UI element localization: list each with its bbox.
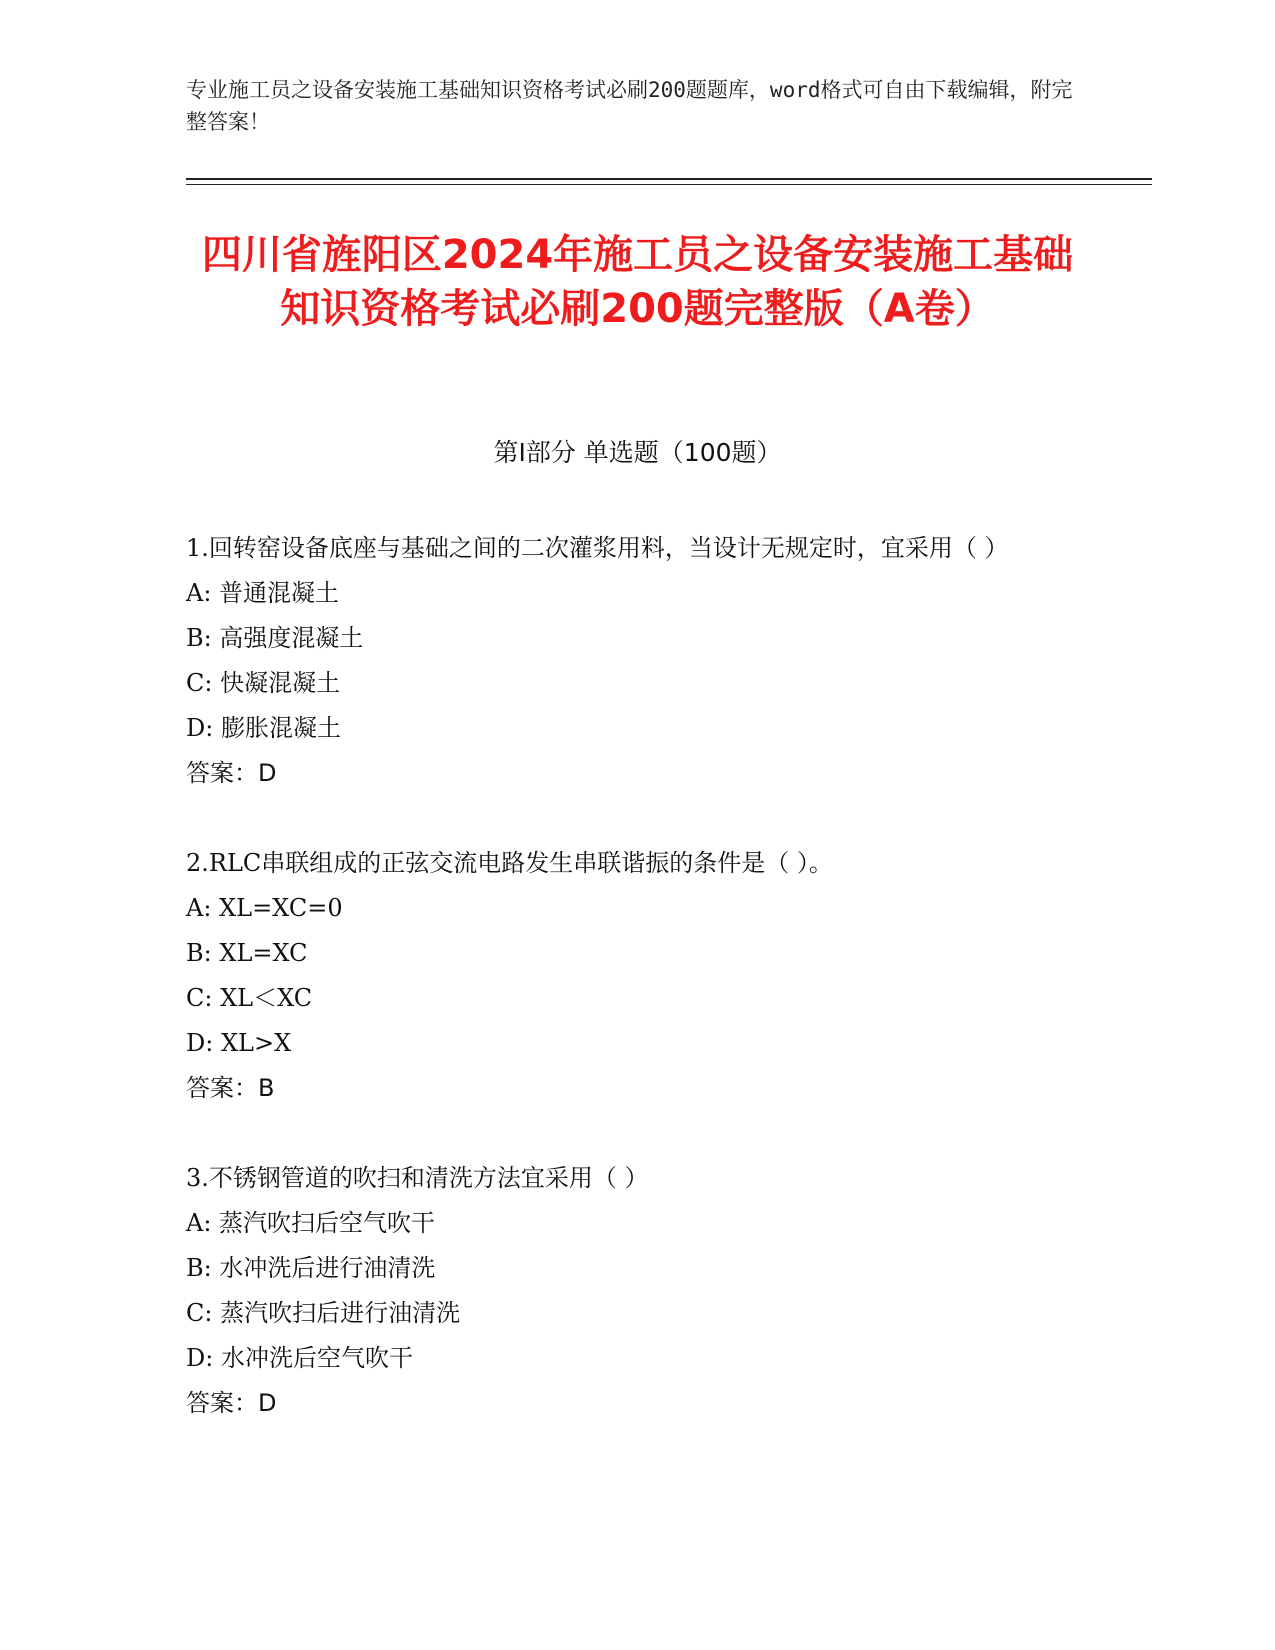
option-d: D: 膨胀混凝土 — [186, 714, 341, 742]
question-list — [186, 526, 1066, 1471]
option-a: A: 蒸汽吹扫后空气吹干 — [186, 1209, 436, 1237]
section-heading: 第I部分 单选题（100题） — [493, 438, 782, 467]
question-1 — [186, 526, 1066, 796]
option-d: D: 水冲洗后空气吹干 — [186, 1344, 413, 1372]
header-note: 专业施工员之设备安装施工基础知识资格考试必刷200题题库，word格式可自由下载编辑，附完整答案！ — [186, 78, 1073, 134]
question-2 — [186, 841, 1066, 1111]
option-a: A: XL=XC=0 — [186, 894, 343, 922]
option-d: D: XL>X — [186, 1029, 292, 1057]
option-c: C: XL＜XC — [186, 984, 313, 1012]
header-rule-thick — [186, 178, 1152, 180]
question-3 — [186, 1156, 1066, 1426]
question-stem: 1.回转窑设备底座与基础之间的二次灌浆用料，当设计无规定时，宜采用（ ） — [186, 534, 1009, 562]
option-c: C: 快凝混凝土 — [186, 669, 341, 697]
answer-line: 答案：D — [186, 759, 277, 787]
header-rule-thin — [186, 184, 1152, 185]
answer-line: 答案：B — [186, 1074, 275, 1102]
question-stem: 3.不锈钢管道的吹扫和清洗方法宜采用（ ） — [186, 1164, 649, 1192]
document-title: 四川省旌阳区2024年施工员之设备安装施工基础知识资格考试必刷200题完整版（A卷） — [201, 232, 1074, 332]
option-b: B: 水冲洗后进行油清洗 — [186, 1254, 436, 1282]
option-a: A: 普通混凝土 — [186, 579, 340, 607]
option-c: C: 蒸汽吹扫后进行油清洗 — [186, 1299, 461, 1327]
option-b: B: 高强度混凝土 — [186, 624, 364, 652]
option-b: B: XL=XC — [186, 939, 308, 967]
question-stem: 2.RLC串联组成的正弦交流电路发生串联谐振的条件是（ ）。 — [186, 849, 833, 877]
answer-line: 答案：D — [186, 1389, 277, 1417]
